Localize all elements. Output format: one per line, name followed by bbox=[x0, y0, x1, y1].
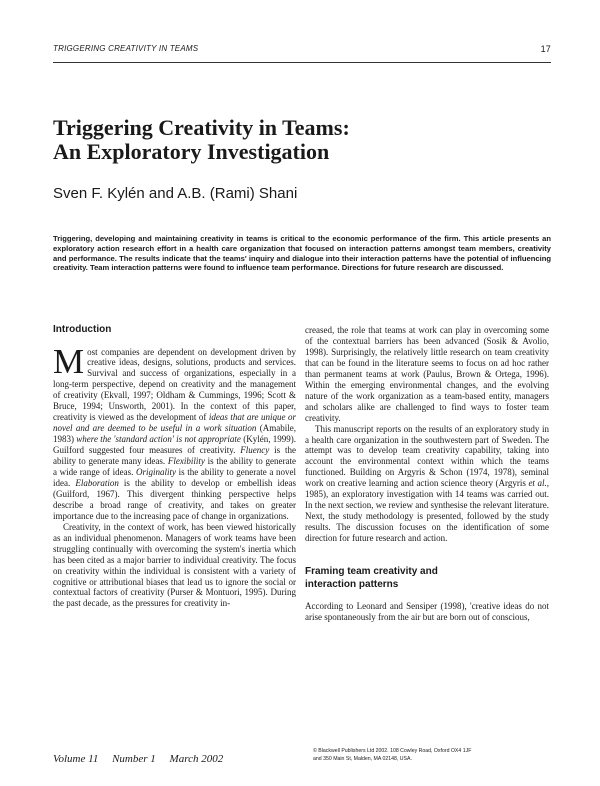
copyright-line-2: and 350 Main St, Malden, MA 02148, USA. bbox=[313, 755, 412, 762]
italic-run: Flexibility bbox=[167, 456, 205, 467]
left-column bbox=[53, 324, 296, 609]
right-column bbox=[305, 325, 549, 623]
title-line-2: An Exploratory Investigation bbox=[53, 139, 330, 164]
article-title bbox=[53, 116, 473, 164]
issue-date: March 2002 bbox=[169, 753, 224, 765]
title-line-1: Triggering Creativity in Teams: bbox=[53, 115, 350, 140]
paragraph-right-3: According to Leonard and Sensiper (1998), 'creative ideas do not arise spontaneously from the air but are born out of conscious, bbox=[305, 601, 549, 623]
italic-run: et al. bbox=[528, 478, 547, 489]
text-run: (Amabile, 1983) bbox=[53, 423, 296, 445]
italic-run: Elaboration bbox=[75, 477, 119, 488]
abstract: Triggering, developing and maintaining creativity in teams is critical to the economic performance of the firm. This article presents an exploratory action research effort in a health care organization that focused on interaction patterns amongst team members, creativity and performance. The results indicate that the teams' inquiry and dialogue into their interaction patterns have the potential of influencing creativity. Team interaction patterns were found to influence team performance. Directions for future research are discussed. bbox=[53, 234, 551, 273]
text-run: is the ability to generate a wide range of ideas. bbox=[53, 456, 296, 477]
issue-number: Number 1 bbox=[112, 753, 156, 765]
section-heading-framing bbox=[305, 566, 549, 591]
copyright-line-1: © Blackwell Publishers Ltd 2002. 108 Cowley Road, Oxford OX4 1JF bbox=[313, 748, 472, 754]
text-run: This manuscript reports on the results of an exploratory study in a health care organization in the southwestern part of Sweden. The attempt was to develop team creativity capability, taking into account the environmental context within which the teams functioned. Building on Argyris & Schon (1974, 1978), seminal work on creative learning and action science theory (Argyris bbox=[305, 423, 549, 489]
italic-run: Fluency bbox=[240, 445, 270, 456]
page-number: 17 bbox=[540, 44, 551, 54]
paragraph-intro-2: Creativity, in the context of work, has been viewed historically as an individual phenomenon. Managers of work teams have been struggling continually with overcoming the system's inertia which has been cited as a major barrier to individual creativity. The focus on creativity within the individual is consistent with a variety of cognitive or attributional biases that lead us to ignore the social or contextual factors of creativity (Purser & Montuori, 1995). During the past decade, as the pressures for creativity in- bbox=[53, 521, 296, 609]
italic-run: Originality bbox=[135, 466, 176, 477]
header-rule bbox=[53, 62, 551, 63]
text-run: is the ability to generate many ideas. bbox=[53, 445, 297, 467]
heading-line-1: Framing team creativity and bbox=[305, 566, 438, 578]
authors: Sven F. Kylén and A.B. (Rami) Shani bbox=[53, 185, 298, 202]
volume: Volume 11 bbox=[53, 753, 99, 765]
paragraph-right-1: creased, the role that teams at work can play in overcoming some of the contextual barriers has been advanced (Sosik & Avolio, 1998). Surprisingly, the relatively little research on team creativity that can be found in the literature seems to focus on ad hoc rather than permanent teams at work (Paulus, Brown & Ortega, 1996). Within the emerging environmental changes, and the evolving nature of the work organization as a team-based entity, managers and scholars alike are challenged to find ways to foster team creativity. bbox=[305, 325, 549, 423]
text-run: ost companies are dependent on development driven by creative ideas, designs, solutions, products and services. Survival and success of organizations, especially in a long-term perspective, depend on creativity and the management of creativity (Ekvall, 1997; Oldham & Cummings, 1996; Scott & Bruce, 1994; Unsworth, 2001). In the context of this paper, creativity is viewed as the development of bbox=[53, 346, 296, 423]
text-run: (Kylén, 1999). Guilford suggested four measures of creativity. bbox=[53, 434, 297, 456]
journal-issue-info bbox=[53, 753, 234, 765]
paragraph-intro-1 bbox=[53, 341, 297, 522]
text-run: is the ability to generate a novel idea. bbox=[53, 466, 297, 488]
section-spacer bbox=[305, 544, 549, 566]
drop-cap: M bbox=[53, 341, 85, 381]
italic-run: where the 'standard action' is not appropriate bbox=[76, 434, 241, 445]
text-run: , 1985), an exploratory investigation with 14 teams was carried out. In the next section, we review and synthesise the relevant literature. Next, the study methodology is presented, followed by the study results. The discussion focuses on the identification of some direction for future research and action. bbox=[305, 478, 550, 544]
running-head-title: TRIGGERING CREATIVITY IN TEAMS bbox=[53, 44, 199, 53]
running-head bbox=[53, 44, 551, 53]
paragraph-right-2 bbox=[305, 424, 549, 544]
italic-run: ideas that are unique or novel and are deemed to be useful in a work situation bbox=[53, 412, 296, 434]
section-heading-introduction: Introduction bbox=[53, 324, 112, 335]
heading-line-2: interaction patterns bbox=[305, 578, 399, 590]
text-run: is the ability to develop or embellish ideas (Guilford, 1967). This divergent thinking perspective helps describe a broad range of creativity, and takes on greater importance due to the increasing pace of change in organizations. bbox=[53, 477, 296, 521]
copyright-notice bbox=[313, 748, 553, 763]
